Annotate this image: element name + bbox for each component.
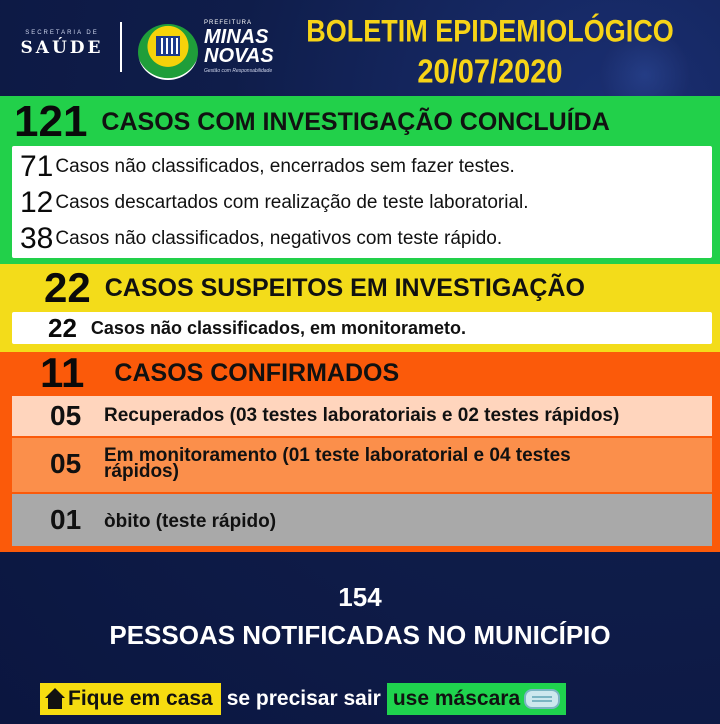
header xyxy=(0,0,720,100)
concluded-section xyxy=(0,96,720,264)
stay-home-text: Fique em casa xyxy=(68,687,213,710)
death-text: òbito (teste rápido) xyxy=(104,511,277,532)
item-count: 22 xyxy=(48,312,77,343)
total-notified-label: PESSOAS NOTIFICADAS NO MUNICÍPIO xyxy=(109,620,611,650)
building-icon xyxy=(156,36,180,56)
suspected-count: 22 xyxy=(44,264,91,311)
item-text: Casos não classificados, em monitorameto. xyxy=(90,317,467,338)
use-mask-chip xyxy=(387,683,566,715)
saude-label: SAÚDE xyxy=(20,38,104,58)
item-text: Casos não classificados, encerrados sem fazer testes. xyxy=(55,156,515,177)
concluded-count: 121 xyxy=(14,97,88,146)
suspected-title: CASOS SUSPEITOS EM INVESTIGAÇÃO xyxy=(104,273,585,302)
footer-message xyxy=(40,682,566,716)
concluded-details xyxy=(12,146,712,258)
home-icon xyxy=(44,688,66,710)
city-name xyxy=(204,28,274,66)
city-name-line1: MINAS xyxy=(204,26,269,48)
recovered-text: Recuperados (03 testes laboratoriais e 02 testes rápidos) xyxy=(104,405,620,426)
bulletin-title: BOLETIM EPIDEMIOLÓGICO xyxy=(306,13,674,49)
death-count: 01 xyxy=(50,504,82,535)
item-count: 38 xyxy=(20,222,54,255)
city-name-line2: NOVAS xyxy=(204,45,274,67)
total-notified-count: 154 xyxy=(338,582,382,612)
health-secretariat-logo xyxy=(12,30,112,70)
confirmed-section xyxy=(0,349,720,552)
item-text: Casos descartados com realização de teste laboratorial. xyxy=(55,192,529,213)
suspected-section xyxy=(0,264,720,352)
list-item xyxy=(20,186,529,220)
suspected-header xyxy=(44,266,585,310)
bulletin-heading xyxy=(300,14,680,90)
monitoring-count: 05 xyxy=(50,448,82,479)
bulletin-date: 20/07/2020 xyxy=(417,53,563,91)
confirmed-title: CASOS CONFIRMADOS xyxy=(114,358,400,387)
death-row xyxy=(12,494,712,546)
list-item xyxy=(20,150,515,184)
concluded-title: CASOS COM INVESTIGAÇÃO CONCLUÍDA xyxy=(101,107,610,136)
face-mask-icon xyxy=(524,689,560,709)
item-text: Casos não classificados, negativos com teste rápido. xyxy=(55,228,503,249)
recovered-count: 05 xyxy=(50,400,82,431)
suspected-details xyxy=(12,312,712,344)
footer-middle-text: se precisar sair xyxy=(226,687,381,710)
item-count: 12 xyxy=(20,186,54,219)
prefecture-label: PREFEITURA xyxy=(204,20,253,26)
monitoring-row xyxy=(12,438,712,492)
monitoring-text-line2: rápidos) xyxy=(104,461,179,482)
list-item xyxy=(48,312,466,344)
secretariat-label: SECRETARIA DE xyxy=(25,30,99,36)
confirmed-count: 11 xyxy=(40,349,85,396)
monitoring-text-line1: Em monitoramento (01 teste laboratorial e 04 testes xyxy=(104,445,571,466)
stay-home-chip xyxy=(40,683,221,715)
use-mask-text: use máscara xyxy=(392,687,521,710)
slogan: Gestão com Responsabilidade xyxy=(204,68,273,74)
confirmed-header xyxy=(40,349,400,396)
recovered-row xyxy=(12,396,712,436)
item-count: 71 xyxy=(20,150,54,183)
header-divider xyxy=(120,22,122,72)
concluded-header xyxy=(14,97,610,146)
list-item xyxy=(20,222,502,256)
prefecture-logo xyxy=(138,18,288,80)
